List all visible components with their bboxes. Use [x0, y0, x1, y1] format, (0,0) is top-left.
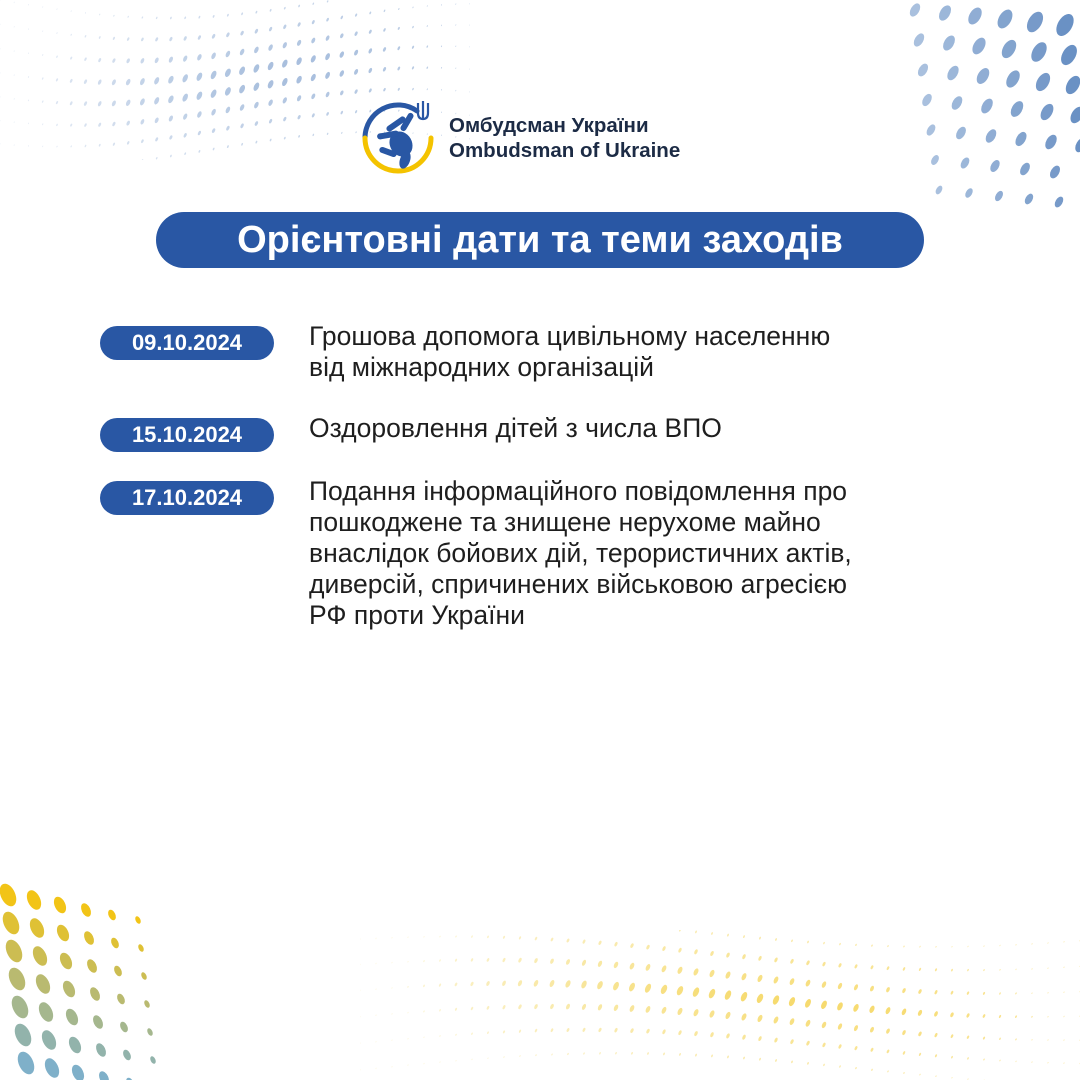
- ombudsman-emblem-icon: [357, 97, 439, 179]
- dot-wave-bottom-left: [0, 880, 170, 1080]
- event-date-badge: 09.10.2024: [100, 326, 274, 360]
- event-description-line: пошкоджене та знищене нерухоме майно: [309, 507, 821, 537]
- brand-name-english: Ombudsman of Ukraine: [449, 139, 681, 162]
- event-description-line: диверсій, спричинених військовою агресією: [309, 569, 847, 599]
- event-date-badge: 17.10.2024: [100, 481, 274, 515]
- page-title: Орієнтовні дати та теми заходів: [156, 212, 924, 268]
- ombudsman-logo: [357, 97, 680, 179]
- event-description: [309, 321, 1009, 383]
- event-description-line: Подання інформаційного повідомлення про: [309, 476, 848, 506]
- event-description-line: Оздоровлення дітей з числа ВПО: [309, 413, 722, 443]
- event-description: [309, 413, 1009, 444]
- event-description-line: від міжнародних організацій: [309, 352, 654, 382]
- dot-wave-bottom-right: [360, 930, 1080, 1080]
- brand-name-ukrainian: Омбудсман України: [449, 114, 649, 137]
- event-description-line: внаслідок бойових дій, терористичних актів,: [309, 538, 852, 568]
- event-date-badge: 15.10.2024: [100, 418, 274, 452]
- event-description: [309, 476, 1009, 631]
- event-description-line: Грошова допомога цивільному населенню: [309, 321, 831, 351]
- event-description-line: РФ проти України: [309, 600, 525, 630]
- dot-wave-top-right: [890, 0, 1080, 210]
